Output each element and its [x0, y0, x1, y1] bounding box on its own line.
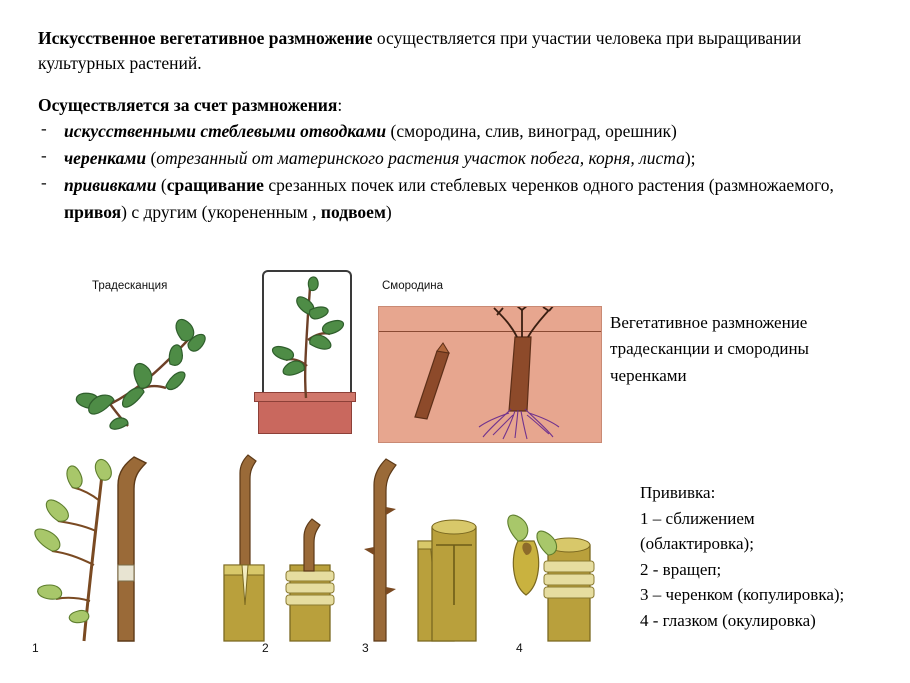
item-bold-1: сращивание: [166, 175, 264, 196]
figure-number: 2: [262, 641, 269, 655]
graft-caption-title: Прививка:: [640, 483, 716, 502]
currant-cuttings-illustration: [379, 307, 599, 441]
item-term: искусственными стеблевыми отводками: [64, 120, 387, 141]
item-mid-2: ) с другим (укорененным ,: [121, 201, 321, 222]
upper-illustration-row: [30, 258, 600, 443]
figure-number: 4: [516, 641, 523, 655]
dash-bullet-icon: -: [41, 146, 47, 165]
list-heading-text: Осуществляется за счет размножения: [38, 94, 338, 115]
item-tail: (смородина, слив, виноград, орешник): [386, 120, 677, 141]
item-term: черенками: [64, 148, 147, 168]
graft-approach-illustration: [22, 445, 202, 645]
figure-number: 3: [362, 641, 369, 655]
dash-bullet-icon: -: [41, 118, 47, 138]
soil-panel: [378, 306, 602, 443]
label-tradescantia: Традесканция: [92, 280, 168, 292]
list-item: [38, 172, 878, 225]
upper-caption-line: Вегетативное размножение: [610, 313, 808, 332]
item-bold-2: привоя: [64, 201, 122, 222]
figure-area: [0, 250, 910, 683]
graft-cleft-illustration: [212, 445, 352, 645]
intro-lead: Искусственное вегетативное размножение: [38, 28, 373, 48]
item-paren-close: );: [684, 148, 696, 168]
item-paren-open: (: [156, 175, 167, 196]
intro-paragraph: [38, 26, 878, 77]
item-paren-close: ): [385, 201, 392, 222]
lower-illustration-row: [22, 445, 632, 675]
item-bold-3: подвоем: [320, 201, 386, 222]
upper-caption: [610, 310, 890, 389]
graft-caption-line: 3 – черенком (копулировка);: [640, 585, 845, 604]
intro-rest: осуществляется при участии человека при выращивании культурных растений.: [38, 28, 802, 74]
item-paren-open: (: [146, 148, 157, 168]
methods-list: [38, 118, 878, 225]
label-currant: Смородина: [382, 280, 444, 292]
graft-caption-line: (облактировка);: [640, 534, 754, 553]
graft-caption-line: 2 - вращеп;: [640, 559, 722, 579]
graft-caption-line: 4 - глазком (окулировка): [640, 610, 816, 630]
text-block: [38, 26, 878, 226]
item-definition: отрезанный от материнского растения участок побега, корня, листа: [156, 148, 685, 168]
dash-bullet-icon: -: [41, 173, 47, 193]
upper-caption-line: черенками: [610, 365, 687, 385]
graft-budding-illustration: [422, 445, 612, 645]
tradescantia-cutting-illustration: [70, 300, 250, 450]
list-heading: [38, 95, 878, 116]
figure-number: 1: [32, 641, 39, 655]
item-mid-1: срезанных почек или стеблевых черенков одного растения (размножаемого,: [263, 175, 834, 196]
item-term: прививками: [64, 175, 157, 196]
list-item: [38, 118, 878, 144]
tradescantia-rooted-illustration: [260, 274, 352, 404]
graft-caption-line: 1 – сближением: [640, 508, 755, 528]
list-heading-colon: :: [337, 94, 343, 115]
list-item: [38, 145, 878, 171]
graft-caption: [640, 480, 910, 633]
upper-caption-line: традесканции и смородины: [610, 339, 809, 359]
